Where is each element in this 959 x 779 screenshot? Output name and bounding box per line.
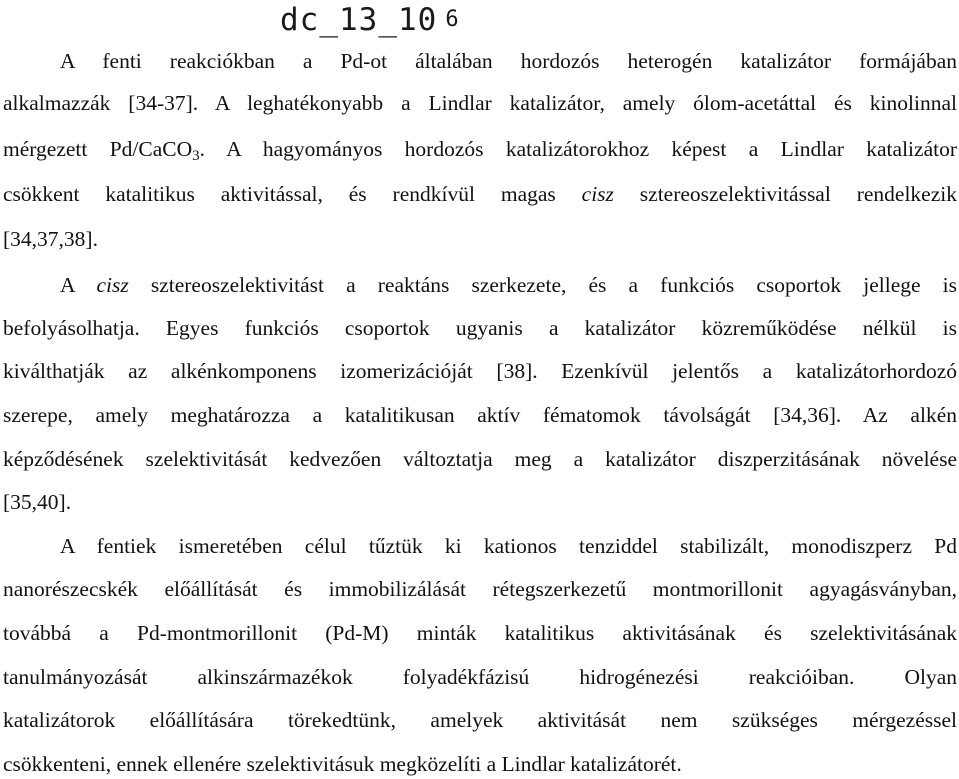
- document-id: dc_13_10: [280, 2, 438, 38]
- line-text: [35,40].: [3, 490, 72, 514]
- text-line: [3, 356, 957, 386]
- line-text: továbbá a Pd-montmorillonit (Pd-M) minták katalitikus aktivitásának és szelektivitásának: [3, 621, 957, 645]
- text-line: [3, 400, 957, 430]
- subscript: 3: [192, 148, 200, 164]
- line-text: A: [60, 273, 97, 297]
- line-text-continued: sztereoszelektivitást a reaktáns szerkezete, és a funkciós csoportok jellege is: [128, 273, 957, 297]
- text-line: [3, 46, 957, 76]
- line-text: mérgezett Pd/CaCO: [3, 137, 193, 161]
- line-text: nanorészecskék előállítását és immobilizálását rétegszerkezetű montmorillonit agyagásványban,: [3, 577, 957, 601]
- line-text: szerepe, amely meghatározza a katalitikusan aktív fématomok távolságát [34,36]. Az alkén: [3, 403, 957, 427]
- text-line: [3, 270, 957, 300]
- text-line: [3, 749, 957, 779]
- text-line: [3, 88, 957, 118]
- line-text: kiválthatják az alkénkomponens izomerizációját [38]. Ezenkívül jelentős a katalizátorhordozó: [3, 359, 957, 383]
- line-text: csökkenteni, ennek ellenére szelektivitásuk megközelíti a Lindlar katalizátorét.: [3, 752, 682, 776]
- text-line: [3, 179, 957, 209]
- page-number: 6: [445, 7, 460, 32]
- text-line: [3, 705, 957, 735]
- line-text: képződésének szelektivitását kedvezően változtatja meg a katalizátor diszperzitásának növelése: [3, 447, 957, 471]
- line-text: befolyásolhatja. Egyes funkciós csoportok ugyanis a katalizátor közreműködése nélkül is: [3, 316, 957, 340]
- text-line: [3, 444, 957, 474]
- italic-term: cisz: [581, 182, 614, 206]
- italic-term: cisz: [96, 273, 129, 297]
- line-text: katalizátorok előállítására törekedtünk, amelyek aktivitását nem szükséges mérgezéssel: [3, 708, 957, 732]
- line-text: alkalmazzák [34-37]. A leghatékonyabb a Lindlar katalizátor, amely ólom-acetáttal és kinolinnal: [3, 91, 957, 115]
- text-line: [3, 618, 957, 648]
- text-line: [3, 531, 957, 561]
- text-line: [3, 574, 957, 604]
- line-text: A fentiek ismeretében célul tűztük ki kationos tenziddel stabilizált, monodiszperz Pd: [60, 534, 957, 558]
- text-line: [3, 487, 957, 517]
- line-text: tanulmányozását alkinszármazékok folyadékfázisú hidrogénezési reakcióiban. Olyan: [3, 665, 957, 689]
- line-text: [34,37,38].: [3, 227, 98, 251]
- line-text: csökkent katalitikus aktivitással, és rendkívül magas: [3, 182, 582, 206]
- page-header: [280, 2, 460, 42]
- line-text-continued: . A hagyományos hordozós katalizátorokhoz képest a Lindlar katalizátor: [199, 137, 957, 161]
- text-line: [3, 662, 957, 692]
- text-line: [3, 313, 957, 343]
- text-line: [3, 134, 957, 164]
- line-text: A fenti reakciókban a Pd-ot általában hordozós heterogén katalizátor formájában: [60, 49, 957, 73]
- line-text-continued: sztereoszelektivitással rendelkezik: [613, 182, 957, 206]
- text-line: [3, 224, 957, 254]
